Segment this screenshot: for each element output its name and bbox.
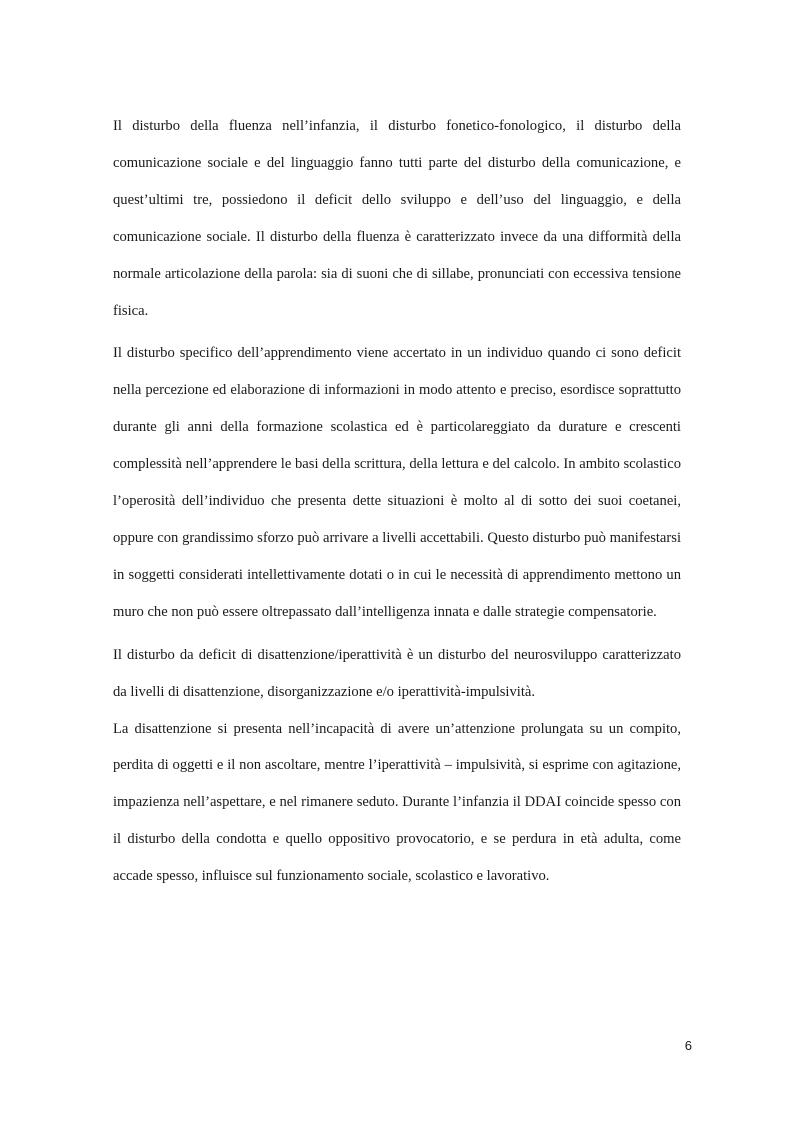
paragraph-adhd-definition: Il disturbo da deficit di disattenzione/iperattività è un disturbo del neurosviluppo caratterizzato da livelli di disattenzione, disorganizzazione e/o iperattività-impulsività. bbox=[113, 646, 681, 700]
paragraph-inattention: La disattenzione si presenta nell’incapacità di avere un’attenzione prolungata su un compito, perdita di oggetti e il non ascoltare, mentre l’iperattività – impulsività, si esprime con agitazione, impazienza nell’aspettare, e nel rimanere seduto. Durante l’infanzia il DDAI coincide spesso con il disturbo della condotta e quello oppositivo provocatorio, e se perdura in età adulta, come accade spesso, influisce sul funzionamento sociale, scolastico e lavorativo. bbox=[113, 720, 681, 885]
body-text bbox=[113, 108, 681, 895]
paragraph-communication-disorders: Il disturbo della fluenza nell’infanzia, il disturbo fonetico-fonologico, il disturbo della comunicazione sociale e del linguaggio fanno tutti parte del disturbo della comunicazione, e quest’ultimi tre, possiedono il deficit dello sviluppo e dell’uso del linguaggio, e della comunicazione sociale. Il disturbo della fluenza è caratterizzato invece da una difformità della normale articolazione della parola: sia di suoni che di sillabe, pronunciati con eccessiva tensione fisica. bbox=[113, 118, 681, 319]
paragraph-learning-disorder: Il disturbo specifico dell’apprendimento viene accertato in un individuo quando ci sono deficit nella percezione ed elaborazione di informazioni in modo attento e preciso, esordisce soprattutto durante gli anni della formazione scolastica ed è particolareggiato da durature e crescenti complessità nell’apprendere le basi della scrittura, della lettura e del calcolo. In ambito scolastico l’operosità dell’individuo che presenta dette situazioni è molto al di sotto dei suoi coetanei, oppure con grandissimo sforzo può arrivare a livelli accettabili. Questo disturbo può manifestarsi in soggetti considerati intellettivamente dotati o in cui le necessità di apprendimento mettono un muro che non può essere oltrepassato dall’intelligenza innata e dalle strategie compensatorie. bbox=[113, 345, 681, 620]
page-number: 6 bbox=[684, 1038, 692, 1053]
